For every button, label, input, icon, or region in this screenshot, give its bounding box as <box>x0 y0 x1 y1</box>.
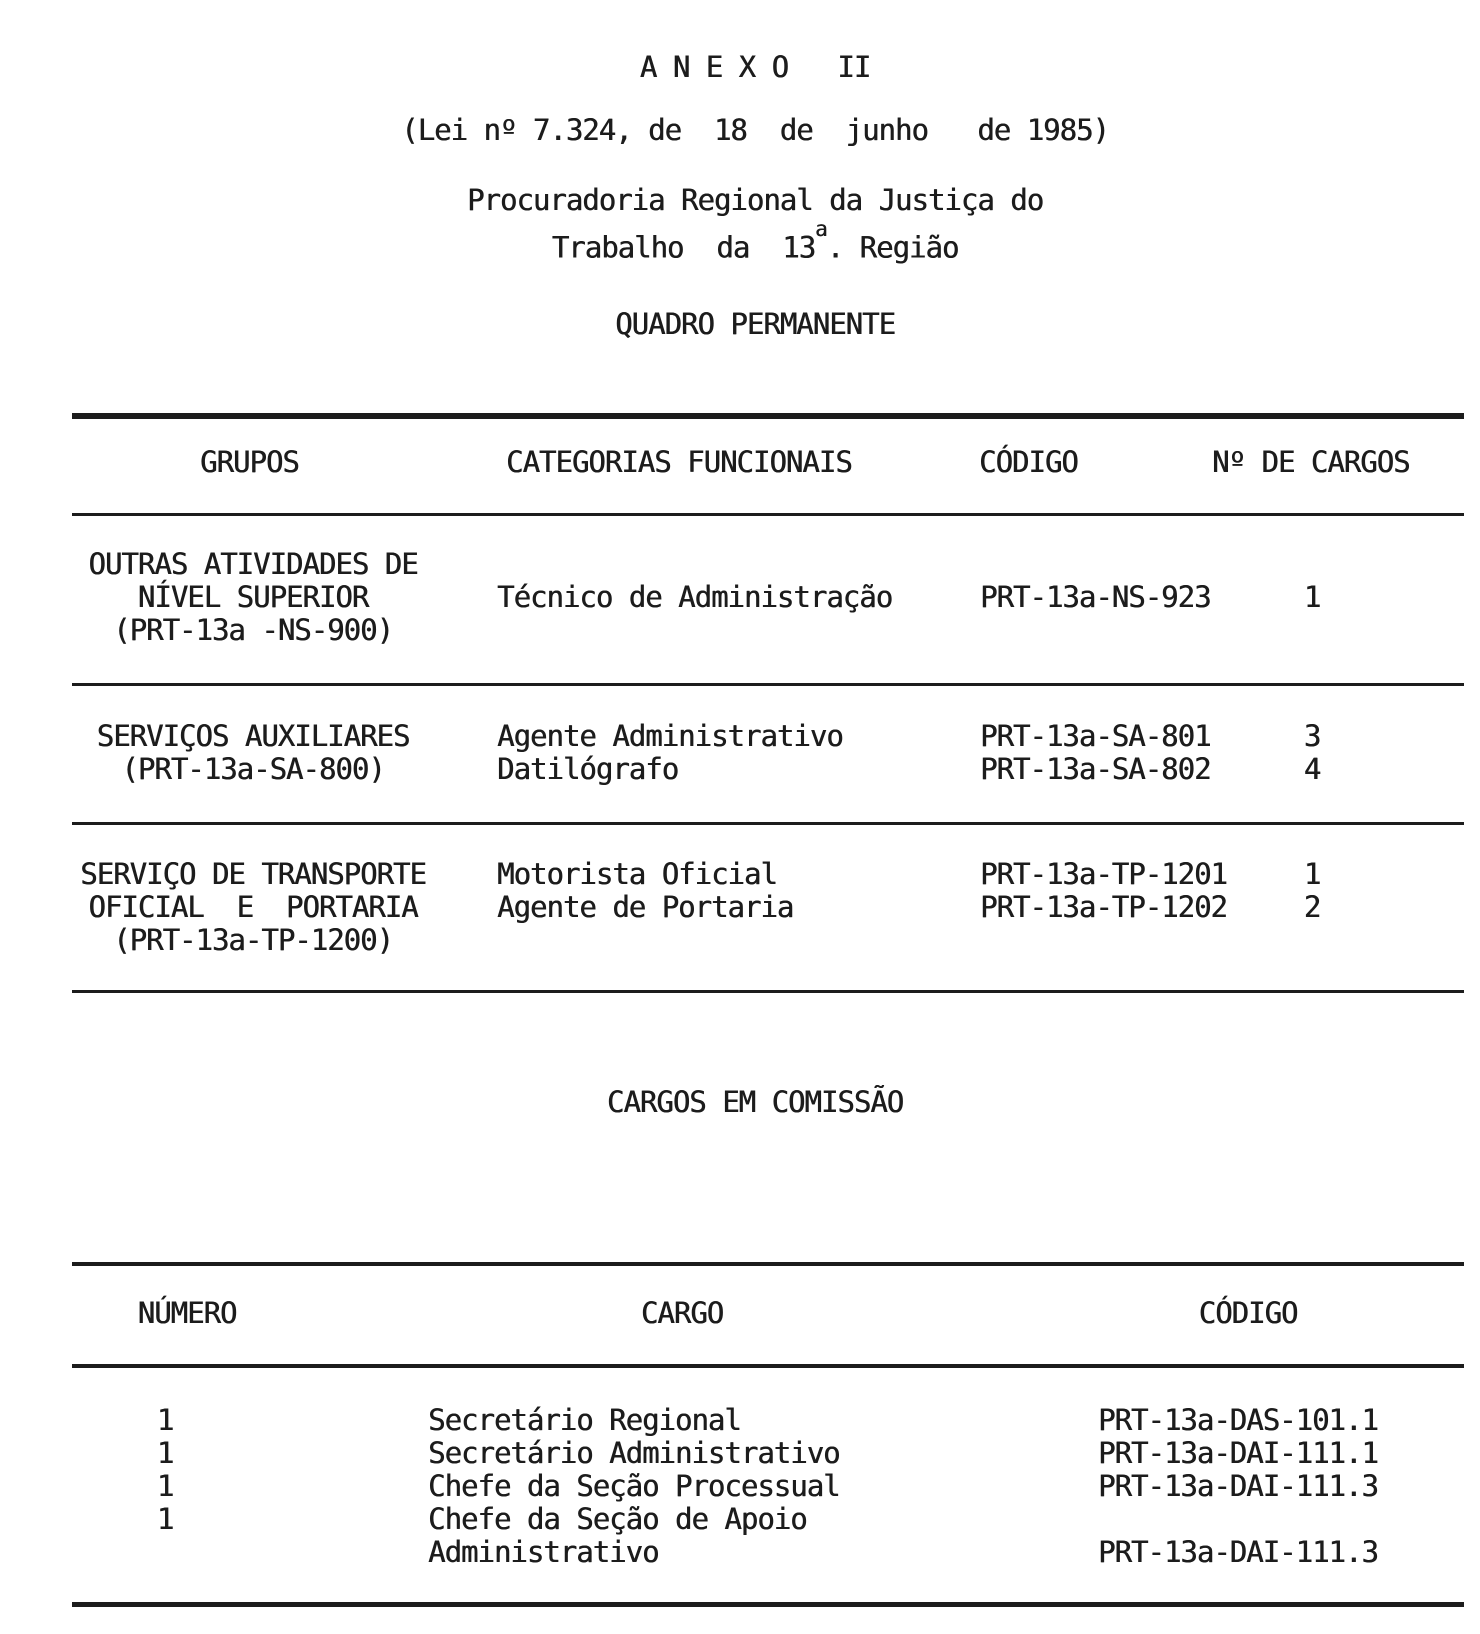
cargo-cell: Secretário Administrativo <box>428 1436 840 1470</box>
grupo-line: (PRT-13a-TP-1200) <box>113 923 393 957</box>
org-name-line1: Procuradoria Regional da Justiça do <box>466 183 1044 217</box>
categoria-cell <box>497 581 892 614</box>
ordinal-superscript: a <box>815 216 827 241</box>
table1-header-rule <box>72 513 1464 516</box>
grupo-line: (PRT-13a-SA-800) <box>121 752 385 786</box>
categoria-cell <box>497 858 793 924</box>
table1-row-divider-1 <box>72 683 1464 686</box>
section-title-cargos-em-comissao: CARGOS EM COMISSÃO <box>606 1085 904 1119</box>
cargo-cell <box>428 1503 807 1569</box>
grupo-cell <box>75 548 431 647</box>
categoria: Agente Administrativo <box>497 719 843 753</box>
grupo-line: SERVIÇOS AUXILIARES <box>96 719 410 753</box>
cargo-line: Administrativo <box>428 1535 659 1569</box>
num-cargos: 2 <box>1303 890 1321 924</box>
grupo-cell <box>75 858 431 957</box>
num-cargos: 3 <box>1303 719 1321 753</box>
codigo-cell <box>980 720 1210 786</box>
table2-header-codigo: CÓDIGO <box>1198 1296 1298 1330</box>
section-title-quadro-permanente: QUADRO PERMANENTE <box>615 307 895 341</box>
categoria: Datilógrafo <box>497 752 679 786</box>
grupo-line: OUTRAS ATIVIDADES DE <box>88 547 418 581</box>
codigo: PRT-13a-TP-1202 <box>980 890 1227 924</box>
codigo-cell: PRT-13a-DAI-111.3 <box>1098 1469 1378 1503</box>
org-line2-pre: Trabalho da 13 <box>551 230 816 265</box>
num-cargos: 1 <box>1303 580 1321 614</box>
cargo-line: Chefe da Seção de Apoio <box>428 1502 807 1536</box>
numero-cell: 1 <box>156 1502 174 1536</box>
codigo-cell: PRT-13a-DAS-101.1 <box>1098 1403 1378 1437</box>
codigo: PRT-13a-TP-1201 <box>980 857 1227 891</box>
org-line2-post: . Região <box>826 230 959 265</box>
table1-header-num-cargos: Nº DE CARGOS <box>1212 445 1410 479</box>
table1-top-rule <box>72 413 1464 419</box>
table2-bottom-rule <box>72 1602 1464 1607</box>
grupo-line: SERVIÇO DE TRANSPORTE <box>80 857 426 891</box>
org-name-line2 <box>30 216 1480 265</box>
codigo: PRT-13a-SA-802 <box>980 752 1211 786</box>
table2-header-rule <box>72 1364 1464 1368</box>
cargo-cell: Chefe da Seção Processual <box>428 1469 840 1503</box>
categoria: Técnico de Administração <box>497 580 893 614</box>
categoria-cell <box>497 720 843 786</box>
codigo: PRT-13a-SA-801 <box>980 719 1211 753</box>
grupo-line: (PRT-13a -NS-900) <box>113 613 393 647</box>
numero-cell: 1 <box>156 1469 174 1503</box>
codigo-cell <box>980 858 1227 924</box>
categoria: Motorista Oficial <box>497 857 777 891</box>
codigo-cell: PRT-13a-DAI-111.3 <box>1098 1535 1378 1569</box>
document-title: A N E X O II <box>639 50 871 84</box>
table1-header-grupos: GRUPOS <box>200 445 299 479</box>
grupo-cell <box>75 720 431 786</box>
codigo: PRT-13a-NS-923 <box>980 580 1211 614</box>
table1-bottom-rule <box>72 990 1464 993</box>
law-reference: (Lei nº 7.324, de 18 de junho de 1985) <box>401 113 1109 147</box>
grupo-line: NÍVEL SUPERIOR <box>137 580 369 614</box>
codigo-cell: PRT-13a-DAI-111.1 <box>1098 1436 1378 1470</box>
numero-cell: 1 <box>156 1403 174 1437</box>
num-cargos: 4 <box>1303 752 1321 786</box>
num-cargos-cell <box>1212 858 1412 924</box>
grupo-line: OFICIAL E PORTARIA <box>88 890 418 924</box>
cargo-cell: Secretário Regional <box>428 1403 741 1437</box>
num-cargos-cell <box>1212 581 1412 614</box>
table1-header-codigo: CÓDIGO <box>979 445 1078 479</box>
num-cargos: 1 <box>1303 857 1321 891</box>
table1-header-categorias: CATEGORIAS FUNCIONAIS <box>506 445 852 479</box>
table2-top-rule <box>72 1262 1464 1266</box>
numero-cell: 1 <box>156 1436 174 1470</box>
table1-row-divider-2 <box>72 822 1464 825</box>
codigo-cell <box>980 581 1210 614</box>
table2-header-numero: NÚMERO <box>137 1296 237 1330</box>
num-cargos-cell <box>1212 720 1412 786</box>
categoria: Agente de Portaria <box>497 890 794 924</box>
table2-header-cargo: CARGO <box>640 1296 724 1330</box>
